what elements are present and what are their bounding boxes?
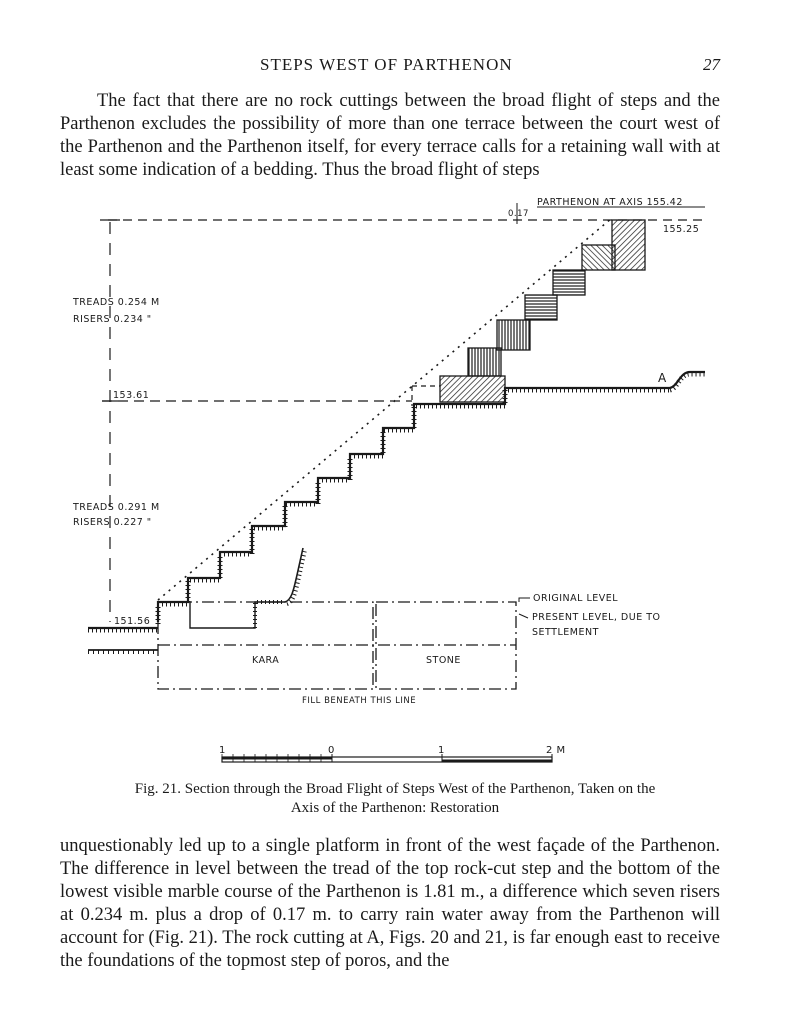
original-level-leader [519, 598, 530, 602]
slope-line [158, 218, 612, 600]
kara-label: KARA [252, 655, 280, 666]
page-number: 27 [703, 55, 720, 74]
stone-label: STONE [426, 655, 461, 666]
upper-risers-label: RISERS 0.234 " [73, 314, 152, 325]
upper-step-2 [468, 348, 501, 376]
rock-cutting-a-texture [670, 374, 705, 390]
upper-step-7 [612, 220, 645, 270]
present-level-leader [519, 614, 528, 618]
upper-step-5 [553, 270, 585, 295]
top-level-label: 155.25 [663, 224, 700, 235]
mid-level-label: 153.61 [113, 390, 150, 401]
parthenon-axis-label: PARTHENON AT AXIS 155.42 [537, 197, 683, 208]
scale-label-2: 0 [328, 745, 335, 756]
upper-step-6 [582, 245, 615, 270]
scale-label-4: 2 M [546, 745, 566, 756]
upper-step-3 [497, 320, 530, 350]
original-level-label: ORIGINAL LEVEL [533, 593, 619, 604]
upper-step-1 [440, 376, 505, 402]
upper-step-4 [525, 295, 557, 320]
settlement-label: SETTLEMENT [532, 627, 599, 638]
lower-rock-step [190, 602, 285, 628]
scale-bar [219, 745, 566, 762]
caption-line-1: Fig. 21. Section through the Broad Flight of Steps West of the Parthenon, Taken on the [134, 781, 656, 797]
figure-caption [70, 780, 720, 818]
scale-label-1: 1 [219, 745, 226, 756]
upper-treads-label: TREADS 0.254 M [73, 297, 160, 308]
paragraph-top: The fact that there are no rock cuttings between the broad flight of steps and the Parthenon excludes the possibility of more than one terrace between the court west of the Parthenon and the Parthenon itself, for every terrace calls for a retaining wall with at least some indication of a bedding. Thus the broad flight of steps [60, 91, 720, 180]
fill-label: FILL BENEATH THIS LINE [302, 696, 417, 706]
drop-label: 0.17 [508, 209, 529, 219]
rock-cut-a-label: A [658, 371, 667, 385]
running-title: STEPS WEST OF PARTHENON [260, 55, 513, 74]
scale-label-3: 1 [438, 745, 445, 756]
present-level-label: PRESENT LEVEL, DUE TO [532, 612, 661, 623]
bottom-level-label: 151.56 [114, 616, 151, 627]
paragraph-bottom: unquestionably led up to a single platform in front of the west façade of the Parthenon. The difference in level between the tread of the top rock-cut step and the bottom of the lowest visible marble course of the Parthenon is 1.81 m., a difference which seven risers at 0.234 m. plus a drop of 0.17 m. to carry rain water away from the Parthenon will account for (Fig. 21). The rock cutting at A, Figs. 20 and 21, is far enough east to receive the foundations of the topmost step of poros, and the [60, 836, 720, 971]
caption-line-2: Axis of the Parthenon: Restoration [290, 800, 500, 816]
lower-risers-label: RISERS 0.227 " [73, 517, 152, 528]
lower-rock-texture [255, 602, 285, 628]
lower-treads-label: TREADS 0.291 M [73, 502, 160, 513]
